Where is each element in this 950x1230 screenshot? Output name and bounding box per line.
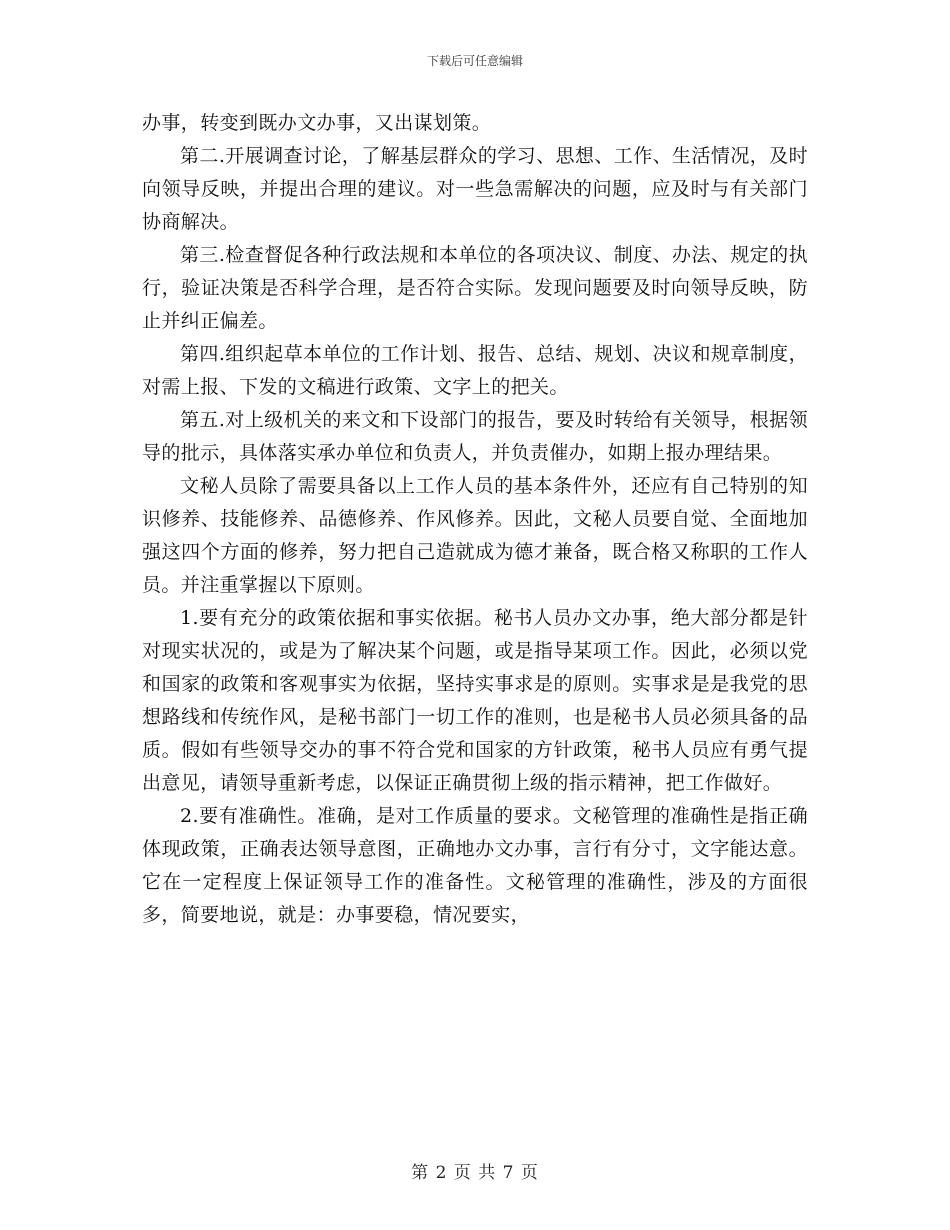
paragraph-requirements: 文秘人员除了需要具备以上工作人员的基本条件外，还应有自己特别的知识修养、技能修养、品德修养、作风修养。因此，文秘人员要自觉、全面地加强这四个方面的修养，努力把自己造就成为德才兼备，既合格又称职的工作人员。并注重掌握以下原则。 bbox=[142, 475, 808, 596]
paragraph-continuation: 办事，转变到既办文办事，又出谋划策。 bbox=[142, 112, 492, 134]
paragraph-principle-1: 1.要有充分的政策依据和事实依据。秘书人员办文办事，绝大部分都是针对现实状况的，或是为了解决某个问题，或是指导某项工作。因此，必须以党和国家的政策和客观事实为依据，坚持实事求是的原则。实事求是是我党的思想路线和传统作风，是秘书部门一切工作的准则，也是秘书人员必须具备的品质。假如有些领导交办的事不符合党和国家的方针政策，秘书人员应有勇气提出意见，请领导重新考虑，以保证正确贯彻上级的指示精神，把工作做好。 bbox=[142, 607, 808, 794]
document-body bbox=[142, 107, 808, 932]
paragraph-item-4: 第四.组织起草本单位的工作计划、报告、总结、规划、决议和规章制度，对需上报、下发的文稿进行政策、文字上的把关。 bbox=[142, 343, 808, 398]
paragraph-item-3: 第三.检查督促各种行政法规和本单位的各项决议、制度、办法、规定的执行，验证决策是否科学合理，是否符合实际。发现问题要及时向领导反映，防止并纠正偏差。 bbox=[142, 244, 808, 332]
paragraph-item-2: 第二.开展调查讨论，了解基层群众的学习、思想、工作、生活情况，及时向领导反映，并提出合理的建议。对一些急需解决的问题，应及时与有关部门协商解决。 bbox=[142, 145, 808, 233]
page-number: 第 2 页 共 7 页 bbox=[411, 1163, 539, 1183]
paragraph-principle-2: 2.要有准确性。准确，是对工作质量的要求。文秘管理的准确性是指正确体现政策，正确表达领导意图，正确地办文办事，言行有分寸，文字能达意。它在一定程度上保证领导工作的准备性。文秘管理的准确性，涉及的方面很多，简要地说，就是：办事要稳，情况要实， bbox=[142, 805, 808, 926]
page-header-note: 下载后可任意编辑 bbox=[426, 54, 523, 68]
paragraph-item-5: 第五.对上级机关的来文和下设部门的报告，要及时转给有关领导，根据领导的批示，具体落实承办单位和负责人，并负责催办，如期上报办理结果。 bbox=[142, 409, 808, 464]
